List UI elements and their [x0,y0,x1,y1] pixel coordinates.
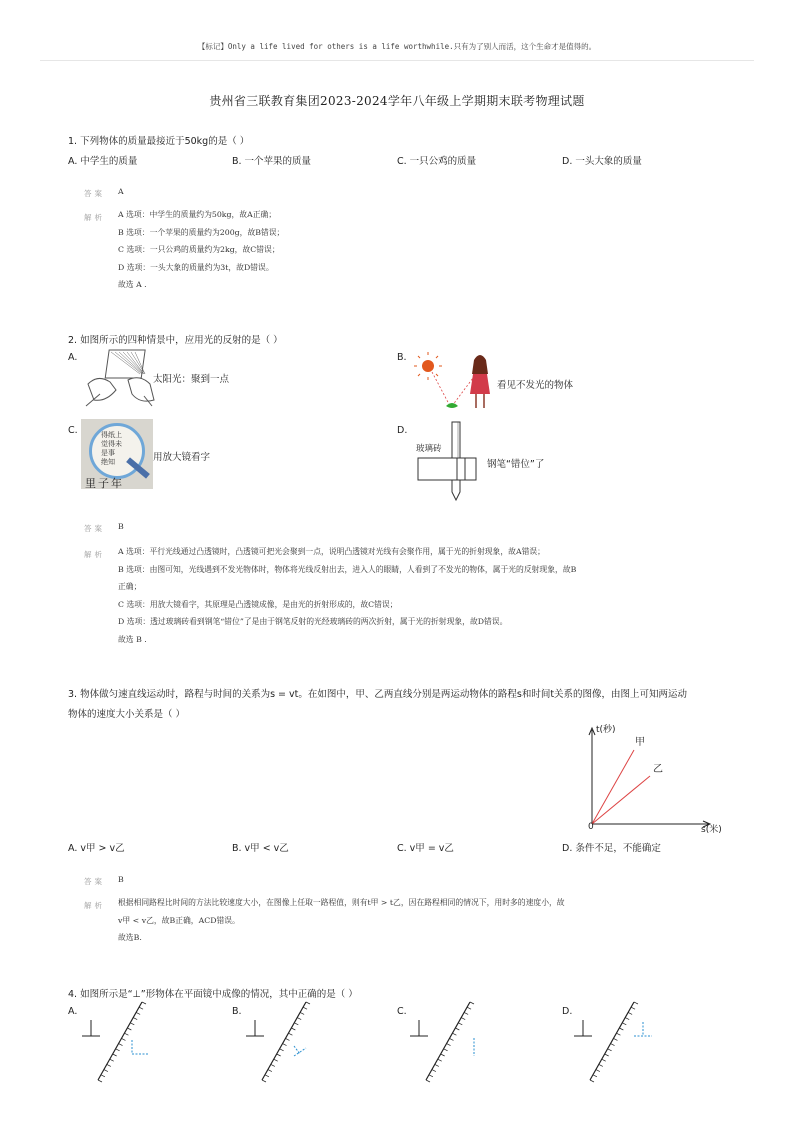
q2-option-c[interactable]: C. [68,425,78,436]
mirror-hatch [605,1054,609,1056]
mirror-hatch [452,1033,456,1035]
q1-analysis-line: 故选 A . [118,280,147,289]
mirror-hatch [130,1023,134,1025]
mirror-hatch [613,1038,617,1040]
q1-analysis-line: A 选项：中学生的质量约为50kg，故A正确； [118,210,277,219]
q3-option-d[interactable]: D. 条件不足，不能确定 [562,843,661,854]
mirror-hatch [297,1018,301,1020]
mirror-hatch [602,1059,606,1061]
mirror-hatch [110,1059,114,1061]
q1-option-d[interactable]: D. 一头大象的质量 [562,156,642,167]
q2-analysis-line: B 选项：由图可知，光线遇到不发光物体时，物体将光线反射出去，进入人的眼睛，人看到了不发光的物体，属于光的反射现象，故B [118,564,577,574]
mirror-hatch [142,1002,146,1004]
pen-glass-figure [410,420,480,504]
q2-caption-c: 用放大镜看字 [153,452,211,463]
mirror-hatch [136,1012,140,1014]
q1-answer: A [118,187,124,196]
mirror-hatch [426,1080,430,1082]
mirror-hatch [628,1012,632,1014]
q3-st-graph [584,722,734,834]
mirror-hatch [291,1028,295,1030]
mirror-hatch [127,1028,131,1030]
q3-analysis-line: 根据相同路程比时间的方法比较速度大小，在图像上任取一路程值，则有t甲 > t乙，因在路程相同的情况下，用时多的速度小，故 [118,898,565,907]
mirror-hatch [470,1002,474,1004]
q3-option-a[interactable]: A. v甲 > v乙 [68,843,125,854]
q3-analysis-line: v甲 < v乙，故B正确，ACD错误。 [118,915,240,925]
q2-caption-d: 钢笔“错位”了 [487,459,545,470]
plant-icon [446,403,458,408]
q1-answer-label: 答案 [84,189,105,198]
mirror-hatch [124,1033,128,1035]
q1-analysis-line: B 选项：一个苹果的质量约为200g，故B错误； [118,227,285,237]
q2-analysis [118,543,718,648]
q2-analysis-line: A 选项：平行光线通过凸透镜时，凸透镜可把光会聚到一点，说明凸透镜对光线有会聚作用，属于光的折射现象，故A错误； [118,547,545,556]
graph-origin: 0 [588,822,594,832]
page-title: 贵州省三联教育集团2023-2024学年八年级上学期期末联考物理试题 [209,94,585,108]
graph-ylabel: t(秒) [596,725,616,735]
q2-caption-b: 看见不发光的物体 [497,380,574,391]
q3-analysis-line: 故选B. [118,933,142,942]
mirror-hatch [447,1044,451,1046]
mirror-hatch [285,1038,289,1040]
mirror-hatch [449,1038,453,1040]
q3-answer-label: 答案 [84,877,105,886]
mirror-hatch [288,1033,292,1035]
mirror-hatch [631,1007,635,1009]
mirror-hatch [101,1075,105,1077]
mirror-hatch [119,1044,123,1046]
mirror-hatch [277,1054,281,1056]
q2-answer: B [118,522,124,531]
q3-option-b[interactable]: B. v甲 < v乙 [232,843,289,854]
mirror-hatch [438,1059,442,1061]
glass-label: 玻璃砖 [416,444,442,454]
q2-analysis-line: C 选项：用放大镜看字，其原理是凸透镜成像，是由光的折射形成的，故C错误； [118,599,398,609]
q1-analysis-line: D 选项：一头大象的质量约为3t，故D错误。 [118,262,274,272]
line-jia [592,750,634,824]
mirror-hatch [306,1002,310,1004]
photo-bottom-text: 里子年 [85,477,124,489]
header-motto: 【标记】Only a life lived for others is a life worthwhile.只有为了别人而活，这个生命才是值得的。 [197,42,597,51]
mirror-hatch [283,1044,287,1046]
mirror-hatch [590,1080,594,1082]
mirror-hatch [622,1023,626,1025]
mirror-hatch [467,1007,471,1009]
mirror-hatch [280,1049,284,1051]
mirror-hatch [616,1033,620,1035]
sun-icon [422,360,434,372]
mirror-figure-b [244,998,324,1082]
q1-option-a[interactable]: A. 中学生的质量 [68,156,138,167]
mirror-hatch [133,1018,137,1020]
mirror-hatch [441,1054,445,1056]
q3-stem [68,685,758,725]
q1-analysis-label: 解析 [84,213,105,222]
q3-analysis-label: 解析 [84,901,105,910]
mirror-hatch [121,1038,125,1040]
q1-stem: 1. 下列物体的质量最接近于50kg的是（ ） [68,136,250,147]
mirror-figure-c [408,998,488,1082]
mirror-hatch [599,1064,603,1066]
q4-option-d[interactable]: D. [562,1006,573,1017]
q2-caption-a: 太阳光：聚到一点 [153,374,230,385]
q1-option-b[interactable]: B. 一个苹果的质量 [232,156,312,167]
mirror-hatch [300,1012,304,1014]
mirror-hatch [104,1070,108,1072]
mirror-hatch [265,1075,269,1077]
mirror-hatch [444,1049,448,1051]
q2-analysis-label: 解析 [84,550,105,559]
mirror-hatch [461,1018,465,1020]
q2-answer-label: 答案 [84,524,105,533]
q3-analysis [118,894,718,947]
mirror-hatch [429,1075,433,1077]
q2-stem: 2. 如图所示的四种情景中，应用光的反射的是（ ） [68,335,283,346]
mirror-hatch [611,1044,615,1046]
graph-line1-label: 甲 [635,737,645,748]
mirror-hatch [625,1018,629,1020]
mirror-hatch [435,1064,439,1066]
mirror-hatch [458,1023,462,1025]
mirror-hatch [98,1080,102,1082]
q1-analysis-line: C 选项：一只公鸡的质量约为2kg，故C错误； [118,245,280,254]
mirror-hatch [274,1059,278,1061]
mirror-hatch [116,1049,120,1051]
q2-analysis-line: 故选 B . [118,634,147,644]
q3-option-c[interactable]: C. v甲 = v乙 [397,843,454,854]
mirror-hatch [596,1070,600,1072]
mirror-hatch [455,1028,459,1030]
mirror-figure-d [572,998,662,1082]
q2-analysis-line: 正确； [118,582,142,591]
q2-option-a[interactable]: A. [68,352,78,363]
magnifier-photo [81,419,153,489]
q4-option-a[interactable]: A. [68,1006,78,1017]
q2-option-b[interactable]: B. [397,352,407,363]
convex-lens-figure [80,344,160,408]
mirror-hatch [262,1080,266,1082]
mirror-hatch [113,1054,117,1056]
mirror-hatch [268,1070,272,1072]
q3-stem-line: 物体的速度大小关系是（ ） [68,709,186,720]
q4-option-c[interactable]: C. [397,1006,407,1017]
q4-option-b[interactable]: B. [232,1006,242,1017]
magnified-text: 得纸上 觉得未 是事 绝知 [101,431,122,466]
q2-analysis-line: D 选项：透过玻璃砖看到钢笔“错位”了是由于钢笔反射的光经玻璃砖的两次折射，属于光的折射现象，故D错误。 [118,617,508,626]
mirror-hatch [303,1007,307,1009]
mirror-hatch [107,1064,111,1066]
q1-option-c[interactable]: C. 一只公鸡的质量 [397,156,477,167]
q3-answer: B [118,875,124,884]
mirror-hatch [139,1007,143,1009]
mirror-hatch [271,1064,275,1066]
q4-stem: 4. 如图所示是“⊥”形物体在平面镜中成像的情况，其中正确的是（ ） [68,989,358,1000]
line-yi [592,776,650,824]
q3-stem-line: 3. 物体做匀速直线运动时，路程与时间的关系为s = vt。在如图中，甲、乙两直线分别是两运动物体的路程s和时间t关系的图像，由图上可知两运动 [68,689,688,700]
mirror-hatch [294,1023,298,1025]
q2-option-d[interactable]: D. [397,425,408,436]
graph-line2-label: 乙 [653,764,663,775]
mirror-hatch [432,1070,436,1072]
mirror-hatch [634,1002,638,1004]
mirror-hatch [593,1075,597,1077]
reflection-figure [410,352,500,418]
header-divider [40,60,754,61]
mirror-hatch [619,1028,623,1030]
q1-analysis [118,206,284,294]
mirror-hatch [608,1049,612,1051]
mirror-figure-a [80,998,160,1082]
mirror-hatch [464,1012,468,1014]
graph-xlabel: s(米) [701,825,722,835]
